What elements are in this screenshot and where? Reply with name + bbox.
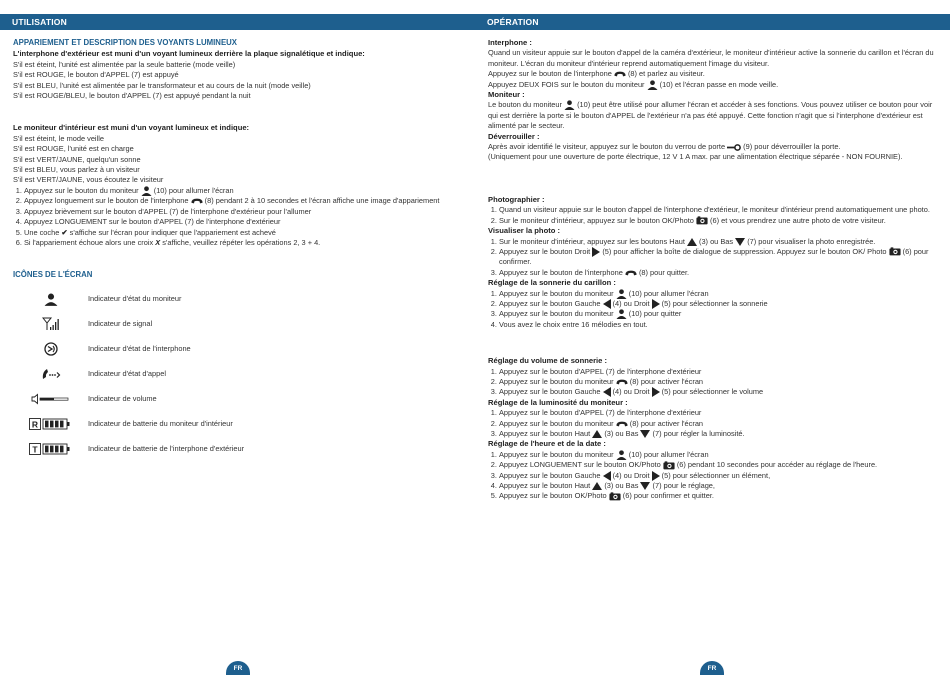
volume-steps: [488, 367, 938, 398]
photo-step: 2. Sur le moniteur d'intérieur, appuyez sur le bouton OK/Photo (6) et vous prendrez une autre photo de votre visiteur.: [499, 216, 938, 226]
photo-heading: Photographier :: [488, 194, 545, 204]
datetime-steps: [488, 450, 938, 502]
monitor-person-icon: [44, 293, 58, 306]
icon-row: Indicateur d'état de l'interphone: [13, 337, 458, 362]
svg-text:T: T: [31, 444, 38, 455]
ringtone-step: 2. Appuyez sur le bouton Gauche (4) ou Droit (5) pour sélectionner la sonnerie: [499, 299, 938, 309]
outdoor-line: S'il est éteint, l'unité est alimentée par la seule batterie (mode veille): [13, 59, 236, 69]
volume-step: 1. Appuyez sur le bouton d'APPEL (7) de l'interphone d'extérieur: [499, 367, 938, 377]
right-arrow-icon: [652, 299, 660, 309]
monitor-heading: Le moniteur d'intérieur est muni d'un voyant lumineux et indique:: [13, 123, 250, 133]
view-photo-heading: Visualiser la photo :: [488, 226, 561, 236]
photo-step: 1. Quand un visiteur appuie sur le bouton d'appel de l'interphone d'extérieur, le moniteur d'intérieur prend automatiquement une photo.: [499, 205, 938, 215]
down-arrow-icon: [735, 238, 745, 246]
right-arrow-icon: [652, 471, 660, 481]
camera-icon: [663, 461, 675, 470]
monitor-battery-icon: [29, 418, 73, 430]
pairing-step: 4. Appuyez LONGUEMENT sur le bouton d'APPEL (7) de l'interphone d'extérieur: [24, 217, 458, 227]
unlock-paragraph: (Uniquement pour une ouverture de porte électrique, 12 V 1 A max. par une alimentation électrique séparée - NON FOURNIE).: [488, 152, 903, 162]
interphone-heading: Interphone :: [488, 38, 532, 47]
moniteur-heading: Moniteur :: [488, 90, 525, 100]
datetime-step: 1. Appuyez sur le bouton du moniteur (10) pour allumer l'écran: [499, 450, 938, 460]
unlock-heading: Déverrouiller :: [488, 131, 540, 141]
moniteur-paragraph: Le bouton du moniteur (10) peut être utilisé pour allumer l'écran et accéder à ses fonctions. Vous pouvez utiliser ce bouton pour voir qui est derrière la porte si le bouton d'APPEL de l'extérieur n'a pas été appuyé. Cette fonction n'agit que si l'interphone d'extérieur est alimenté par le secteur.: [488, 100, 933, 131]
volume-step: 3. Appuyez sur le bouton Gauche (4) ou Droit (5) pour sélectionner le volume: [499, 387, 938, 397]
intercom-battery-icon: [29, 443, 73, 455]
ringtone-step: 3. Appuyez sur le bouton du moniteur (10) pour quitter: [499, 309, 938, 319]
datetime-step: 5. Appuyez sur le bouton OK/Photo (6) pour confirmer et quitter.: [499, 491, 938, 501]
page-language-tab-right: FR: [700, 661, 724, 675]
pairing-step: 1. Appuyez sur le bouton du moniteur (10) pour allumer l'écran: [24, 186, 458, 196]
key-icon: [727, 144, 741, 151]
left-arrow-icon: [603, 299, 611, 309]
pairing-step: 3. Appuyez brièvement sur le bouton d'APPEL (7) de l'interphone d'extérieur pour l'allumer: [24, 207, 458, 217]
section-title-pairing: APPARIEMENT ET DESCRIPTION DES VOYANTS LUMINEUX: [13, 38, 237, 47]
left-arrow-icon: [603, 387, 611, 397]
outdoor-line: S'il est ROUGE/BLEU, le bouton d'APPEL (7) est appuyé pendant la nuit: [13, 91, 251, 101]
page-language-tab-left: FR: [226, 661, 250, 675]
volume-heading: Réglage du volume de sonnerie :: [488, 356, 607, 366]
interphone-paragraph: Appuyez sur le bouton de l'interphone (8) et parlez au visiteur.: [488, 69, 705, 79]
call-status-icon: [41, 367, 61, 381]
ringtone-steps: [488, 289, 938, 331]
handset-icon: [191, 198, 203, 204]
interphone-paragraph: Appuyez DEUX FOIS sur le bouton du moniteur (10) et l'écran passe en mode veille.: [488, 79, 779, 89]
icon-row: T Indicateur de batterie de l'interphone d'extérieur: [13, 437, 458, 462]
monitor-person-icon: [564, 100, 575, 110]
icon-row: Indicateur de volume: [13, 387, 458, 412]
monitor-person-icon: [141, 186, 152, 196]
ringtone-step: 1. Appuyez sur le bouton du moniteur (10) pour allumer l'écran: [499, 289, 938, 299]
intercom-status-icon: [43, 342, 59, 356]
ringtone-heading: Réglage de la sonnerie du carillon :: [488, 278, 616, 288]
brightness-step: 3. Appuyez sur le bouton Haut (3) ou Bas (7) pour régler la luminosité.: [499, 429, 938, 439]
cross-icon: X: [155, 237, 161, 247]
brightness-steps: [488, 408, 938, 439]
handset-icon: [614, 71, 626, 77]
pairing-step: 2. Appuyez longuement sur le bouton de l'interphone (8) pendant 2 à 10 secondes et l'écran affiche une image d'appariement: [24, 196, 458, 206]
camera-icon: [696, 216, 708, 225]
svg-text:R: R: [31, 419, 38, 430]
header-operation: OPÉRATION: [475, 14, 950, 30]
down-arrow-icon: [640, 430, 650, 438]
down-arrow-icon: [640, 482, 650, 490]
volume-icon: [31, 393, 71, 405]
volume-step: 2. Appuyez sur le bouton du moniteur (8) pour activer l'écran: [499, 377, 938, 387]
monitor-person-icon: [616, 309, 627, 319]
datetime-step: 3. Appuyez sur le bouton Gauche (4) ou Droit (5) pour sélectionner un élément,: [499, 471, 938, 481]
monitor-line: S'il est ROUGE, l'unité est en charge: [13, 144, 134, 154]
monitor-person-icon: [616, 289, 627, 299]
interphone-paragraph: Quand un visiteur appuie sur le bouton d'appel de la caméra d'extérieur, le moniteur d'intérieur active la sonnerie du carillon et l'écran du moniteur. L'écran du moniteur d'intérieur reprend automatiquement l'image du visiteur.: [488, 48, 934, 68]
icon-row: Indicateur d'état d'appel: [13, 362, 458, 387]
outdoor-line: S'il est ROUGE, le bouton d'APPEL (7) est appuyé: [13, 70, 179, 80]
datetime-step: 4. Appuyez sur le bouton Haut (3) ou Bas (7) pour le réglage,: [499, 481, 938, 491]
datetime-heading: Réglage de l'heure et de la date :: [488, 439, 606, 449]
photo-steps: [488, 205, 938, 226]
monitor-person-icon: [647, 80, 658, 90]
up-arrow-icon: [592, 482, 602, 490]
brightness-step: 1. Appuyez sur le bouton d'APPEL (7) de l'interphone d'extérieur: [499, 408, 938, 418]
monitor-line: S'il est BLEU, vous parlez à un visiteur: [13, 165, 140, 175]
section-title-icons: ICÔNES DE L'ÉCRAN: [13, 270, 93, 280]
checkmark-icon: ✔: [61, 227, 68, 237]
pairing-step: 5. Une coche ✔ s'affiche sur l'écran pour indiquer que l'appariement est achevé: [24, 228, 458, 238]
pairing-steps: [13, 186, 458, 248]
icon-row: Indicateur d'état du moniteur: [13, 287, 458, 312]
view-photo-step: 3. Appuyez sur le bouton de l'interphone (8) pour quitter.: [499, 268, 938, 278]
monitor-line: S'il est VERT/JAUNE, vous écoutez le visiteur: [13, 175, 164, 185]
view-photo-step: 1. Sur le moniteur d'intérieur, appuyez sur les boutons Haut (3) ou Bas (7) pour visualiser la photo enregistrée.: [499, 237, 938, 247]
view-photo-steps: [488, 237, 938, 279]
monitor-person-icon: [616, 450, 627, 460]
signal-icon: [42, 317, 60, 331]
camera-icon: [609, 492, 621, 501]
monitor-line: S'il est éteint, le mode veille: [13, 133, 104, 143]
brightness-heading: Réglage de la luminosité du moniteur :: [488, 397, 628, 407]
icon-row: R Indicateur de batterie du moniteur d'intérieur: [13, 412, 458, 437]
right-arrow-icon: [652, 387, 660, 397]
outdoor-line: S'il est BLEU, l'unité est alimentée par le transformateur et au cours de la nuit (mode veille): [13, 80, 311, 90]
left-arrow-icon: [603, 471, 611, 481]
view-photo-step: 2. Appuyez sur le bouton Droit (5) pour afficher la boîte de dialogue de suppression. Appuyez sur le bouton OK/ Photo (6) pour confirmer.: [499, 247, 938, 268]
handset-icon: [616, 379, 628, 385]
unlock-paragraph: Après avoir identifié le visiteur, appuyez sur le bouton du verrou de porte (9) pour déverrouiller la porte.: [488, 142, 841, 152]
camera-icon: [889, 247, 901, 256]
icon-row: Indicateur de signal: [13, 312, 458, 337]
up-arrow-icon: [592, 430, 602, 438]
left-column: [13, 38, 458, 462]
outdoor-heading: L'interphone d'extérieur est muni d'un voyant lumineux derrière la plaque signalétique et indique:: [13, 49, 365, 59]
brightness-step: 2. Appuyez sur le bouton du moniteur (8) pour activer l'écran: [499, 419, 938, 429]
pairing-step: 6. Si l'appariement échoue alors une croix X s'affiche, veuillez répéter les opérations 2, 3 + 4.: [24, 238, 458, 248]
monitor-line: S'il est VERT/JAUNE, quelqu'un sonne: [13, 154, 141, 164]
datetime-step: 2. Appuyez LONGUEMENT sur le bouton OK/Photo (6) pendant 10 secondes pour accéder au réglage de l'heure.: [499, 460, 938, 470]
ringtone-step: 4. Vous avez le choix entre 16 mélodies en tout.: [499, 320, 938, 330]
right-column: [488, 38, 938, 502]
handset-icon: [625, 270, 637, 276]
handset-icon: [616, 421, 628, 427]
header-utilisation: UTILISATION: [0, 14, 475, 30]
up-arrow-icon: [687, 238, 697, 246]
icon-table: [13, 287, 458, 462]
